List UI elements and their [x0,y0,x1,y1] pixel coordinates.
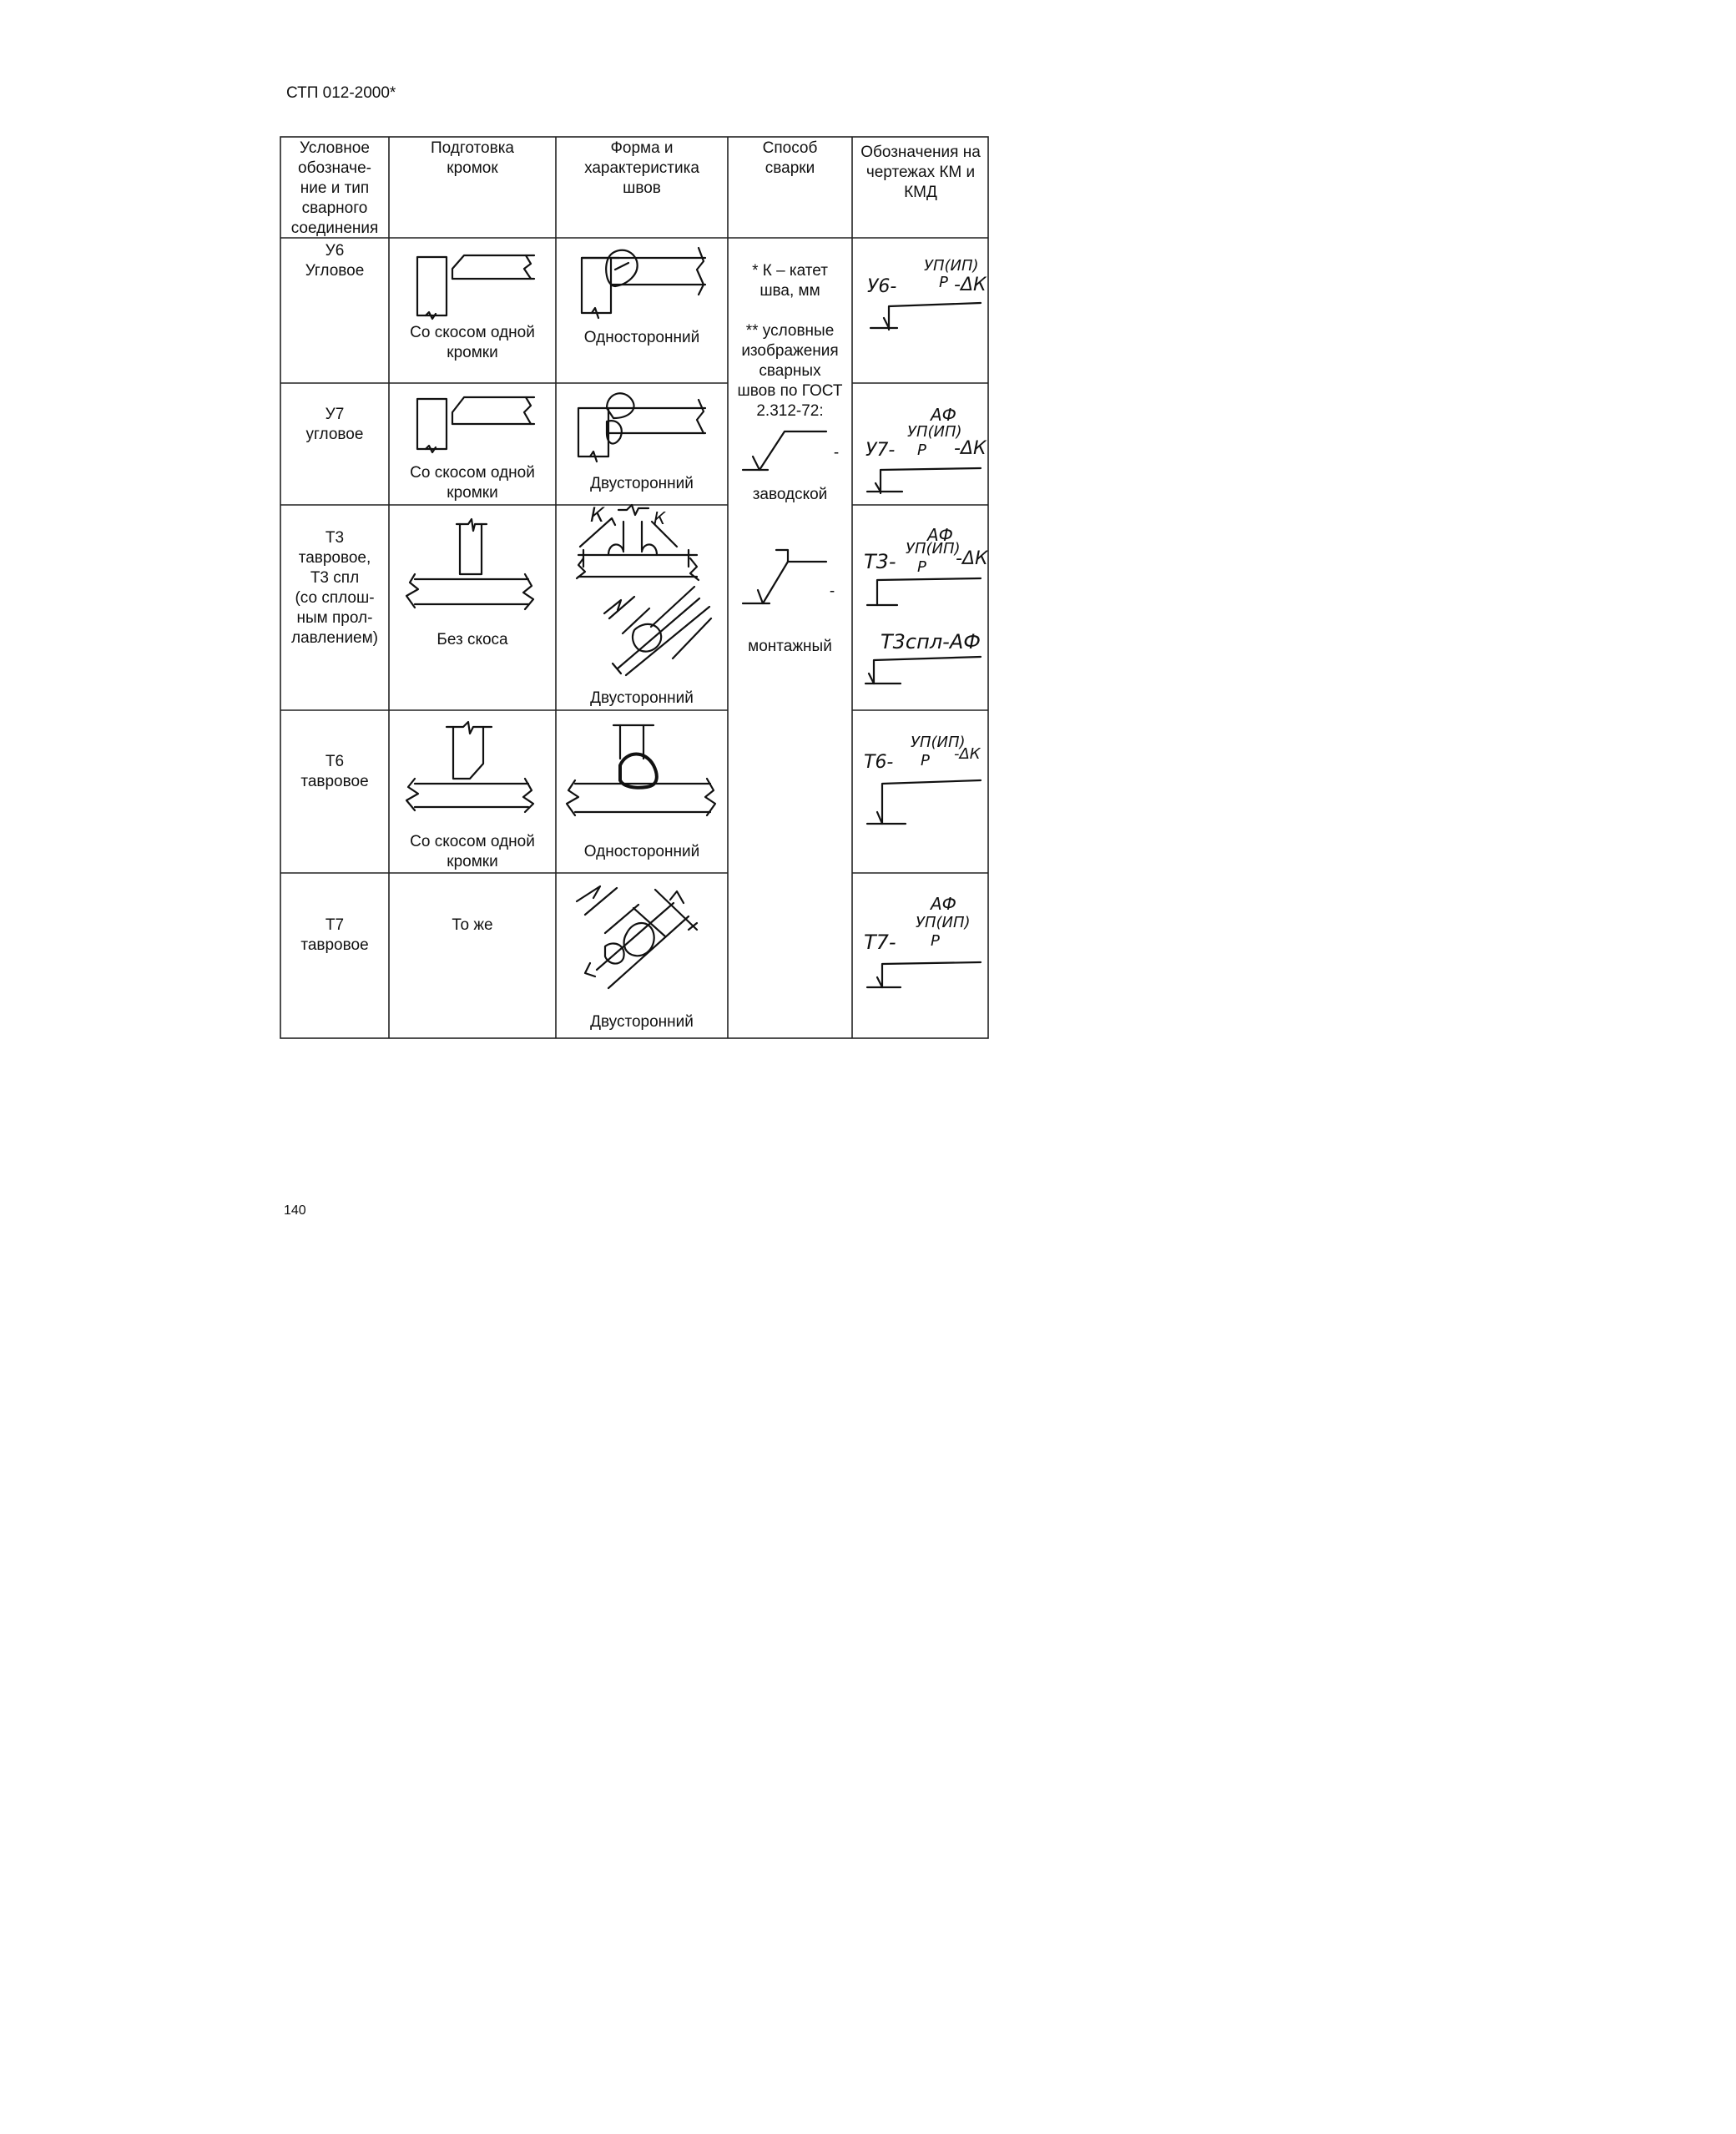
row-u6-notation: У6- [867,276,897,297]
row-t6-notation-suffix: -ΔК [954,745,981,763]
row-t3-weld-form: Двусторонний [590,689,694,707]
row-t3-dim-k-left: К [590,503,605,527]
row-u7-notation-prefix: У7- [865,440,896,461]
row-u6-weld-form: Односторонний [583,329,700,346]
notation-leader-line-t3spl [864,652,989,689]
weld-joint-table [280,136,989,1039]
edge-prep-bevel-tee-drawing [403,720,545,820]
row-t6-edge-prep: Со скосом одной кромки [410,833,535,870]
row-t7-notation-above: АФ [931,894,956,914]
row-t6-notation-bottom: Р [921,752,930,769]
edge-prep-no-bevel-tee-drawing [403,516,545,624]
site-weld-dash: - [829,583,835,600]
edge-prep-bevel-one-edge-drawing [409,249,542,324]
notation-leader-line-t7 [864,956,989,993]
header-method: Способ сварки [762,139,818,177]
notation-leader-line-t3 [864,573,989,611]
header-designation: Условное обозначе- ние и тип сварного соединения [290,139,379,237]
row-u6-notation-top: УП(ИП) [924,257,979,275]
row-u7-notation-top: УП(ИП) [907,423,962,441]
row-u7-weld-form: Двусторонний [590,475,694,492]
factory-weld-dash: - [833,444,840,462]
header-edge-prep: Подготовка кромок [430,139,514,177]
notation-leader-line-u7 [864,462,989,499]
row-t3-designation: Т3 тавровое, Т3 спл (со сплош- ным прол- лавлением) [290,529,379,647]
method-note-katet: * К – катет шва, мм [752,262,828,300]
row-u7-designation: У7 угловое [305,406,364,443]
row-t3-notation-suffix: -ΔК [956,548,988,569]
page-number: 140 [284,1203,306,1218]
row-t7-notation-prefix: Т7- [864,931,896,954]
weld-single-sided-corner-drawing [573,245,715,320]
row-t6-notation-prefix: Т6- [864,752,894,773]
row-u7-edge-prep: Со скосом одной кромки [410,464,535,502]
row-t3-edge-prep: Без скоса [437,631,508,648]
row-u6-notation-bottom: Р [939,274,948,291]
site-weld-symbol [734,545,843,612]
weld-double-sided-tee-inclined-drawing [601,593,718,677]
notation-leader-line-u6 [864,295,989,336]
row-u7-notation-bottom: Р [917,441,926,459]
row-t6-designation: Т6 тавровое [300,753,369,790]
row-u6-edge-prep: Со скосом одной кромки [410,324,535,361]
header-weld-form: Форма и характеристика швов [584,139,699,197]
edge-prep-bevel-one-edge-drawing-2 [409,391,542,466]
factory-weld-symbol [734,426,843,477]
factory-weld-label: заводской [752,486,828,503]
row-t6-weld-form: Односторонний [583,843,700,860]
weld-double-sided-tee-inclined-drawing-2 [572,883,722,1008]
row-u6-notation-suffix: -ΔК [954,275,987,295]
row-t7-notation-top: УП(ИП) [916,914,971,931]
weld-single-sided-tee-drawing [563,720,722,820]
row-t3-notation-top: УП(ИП) [906,540,961,557]
row-t6-notation-top: УП(ИП) [911,734,966,751]
row-t3-notation-second: Т3спл-АФ [881,630,981,653]
weld-double-sided-corner-drawing [573,386,715,462]
row-t3-notation-above: АФ [927,525,953,545]
method-note-gost: ** условные изображения сварных швов по ГОСТ 2.312-72: [737,322,843,420]
site-weld-label: монтажный [748,638,832,655]
row-t7-notation-bottom: Р [931,932,940,950]
row-u7-notation-suffix: -ΔК [954,438,987,459]
row-u6-designation: У6 Угловое [305,242,365,280]
header-drawings: Обозначения на чертежах КМ и КМД [860,144,981,201]
row-t7-edge-prep: То же [452,916,493,934]
notation-leader-line-t6 [864,775,989,830]
row-u7-notation-above: АФ [931,405,956,425]
row-t3-notation-bottom: Р [917,558,926,576]
row-t3-dim-k-right: К [654,508,666,528]
document-code: СТП 012-2000* [286,84,396,102]
row-t3-notation-prefix: Т3- [864,550,896,573]
row-t7-weld-form: Двусторонний [590,1013,694,1031]
row-t7-designation: Т7 тавровое [300,916,369,954]
